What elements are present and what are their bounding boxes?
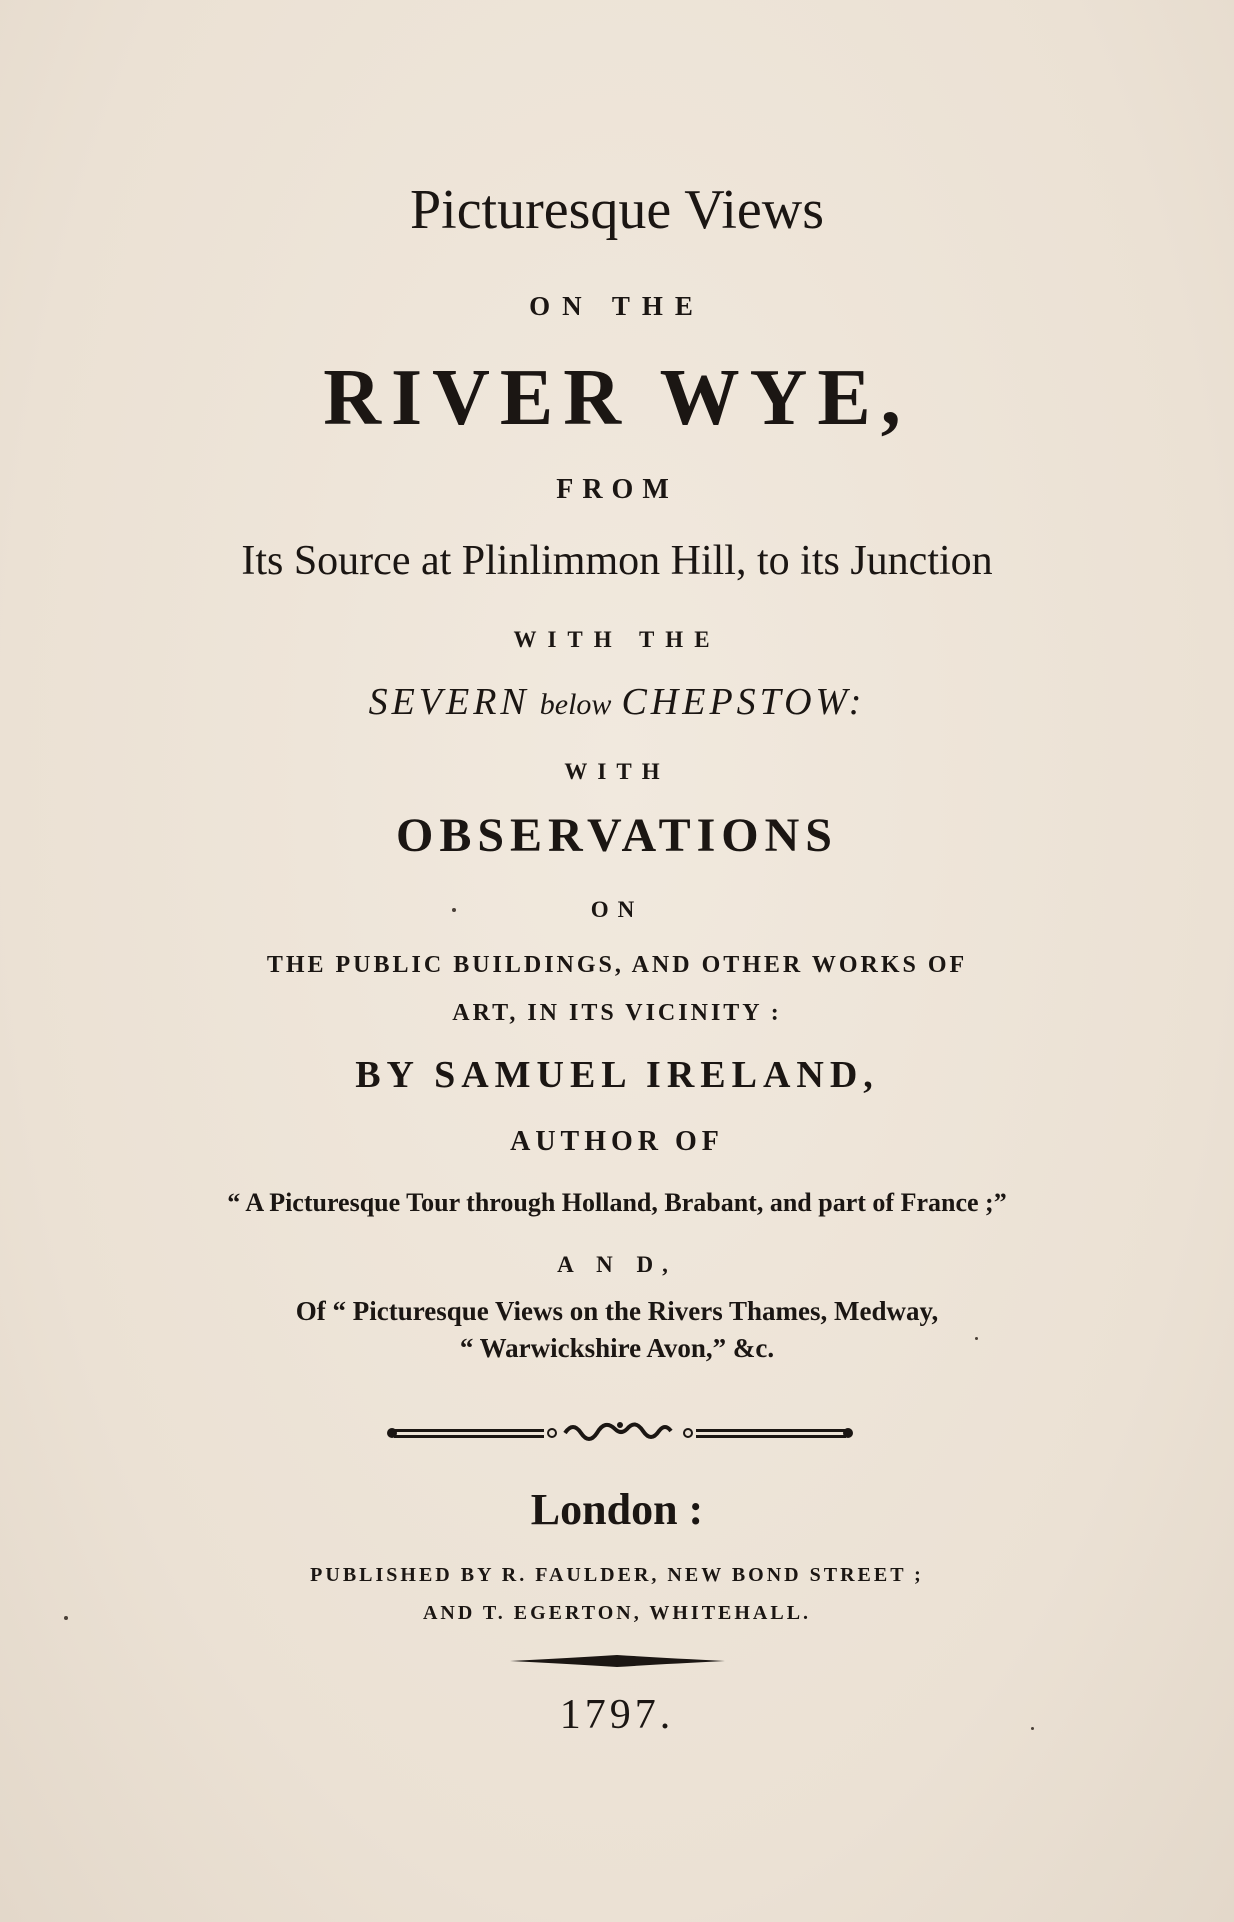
- imprint-line-2: AND T. EGERTON, WHITEHALL.: [422, 1602, 812, 1624]
- printers-ornament-icon: [380, 1418, 860, 1448]
- paper-speck: [452, 908, 456, 912]
- subject-line-1: THE PUBLIC BUILDINGS, AND OTHER WORKS OF: [266, 952, 968, 978]
- on-label: ON: [590, 897, 644, 922]
- and-label: A N D,: [557, 1252, 677, 1277]
- imprint-line-1: PUBLISHED BY R. FAULDER, NEW BOND STREET ;: [310, 1564, 924, 1586]
- severn-word: SEVERN: [368, 681, 530, 723]
- below-word: below: [539, 688, 612, 721]
- author-line: BY SAMUEL IRELAND,: [355, 1054, 879, 1096]
- title-line-2: ON THE: [529, 291, 705, 321]
- place-of-publication: London :: [530, 1485, 704, 1534]
- paper-speck: [1031, 1727, 1034, 1730]
- with-label: WITH: [564, 759, 670, 784]
- title-line-1: Picturesque Views: [410, 179, 824, 241]
- severn-line: [0, 683, 1234, 721]
- other-works-line-2: “ Warwickshire Avon,” &c.: [459, 1333, 775, 1363]
- observations-heading: OBSERVATIONS: [395, 809, 838, 862]
- with-the-label: WITH THE: [513, 627, 721, 652]
- other-works-line-1: Of “ Picturesque Views on the Rivers Thames, Medway,: [295, 1296, 939, 1326]
- paper-speck: [975, 1337, 978, 1340]
- swelled-rule-divider: [510, 1652, 725, 1670]
- author-of-label: AUTHOR OF: [510, 1126, 724, 1157]
- chepstow-word: CHEPSTOW:: [621, 681, 866, 723]
- publication-year: 1797.: [559, 1692, 675, 1738]
- source-line: Its Source at Plinlimmon Hill, to its Junction: [241, 538, 993, 584]
- title-line-3: RIVER WYE,: [323, 354, 911, 442]
- previous-work-line: “ A Picturesque Tour through Holland, Brabant, and part of France ;”: [227, 1188, 1007, 1217]
- subject-line-2: ART, IN ITS VICINITY :: [452, 1000, 782, 1026]
- from-label: FROM: [556, 474, 678, 505]
- paper-speck: [64, 1616, 68, 1620]
